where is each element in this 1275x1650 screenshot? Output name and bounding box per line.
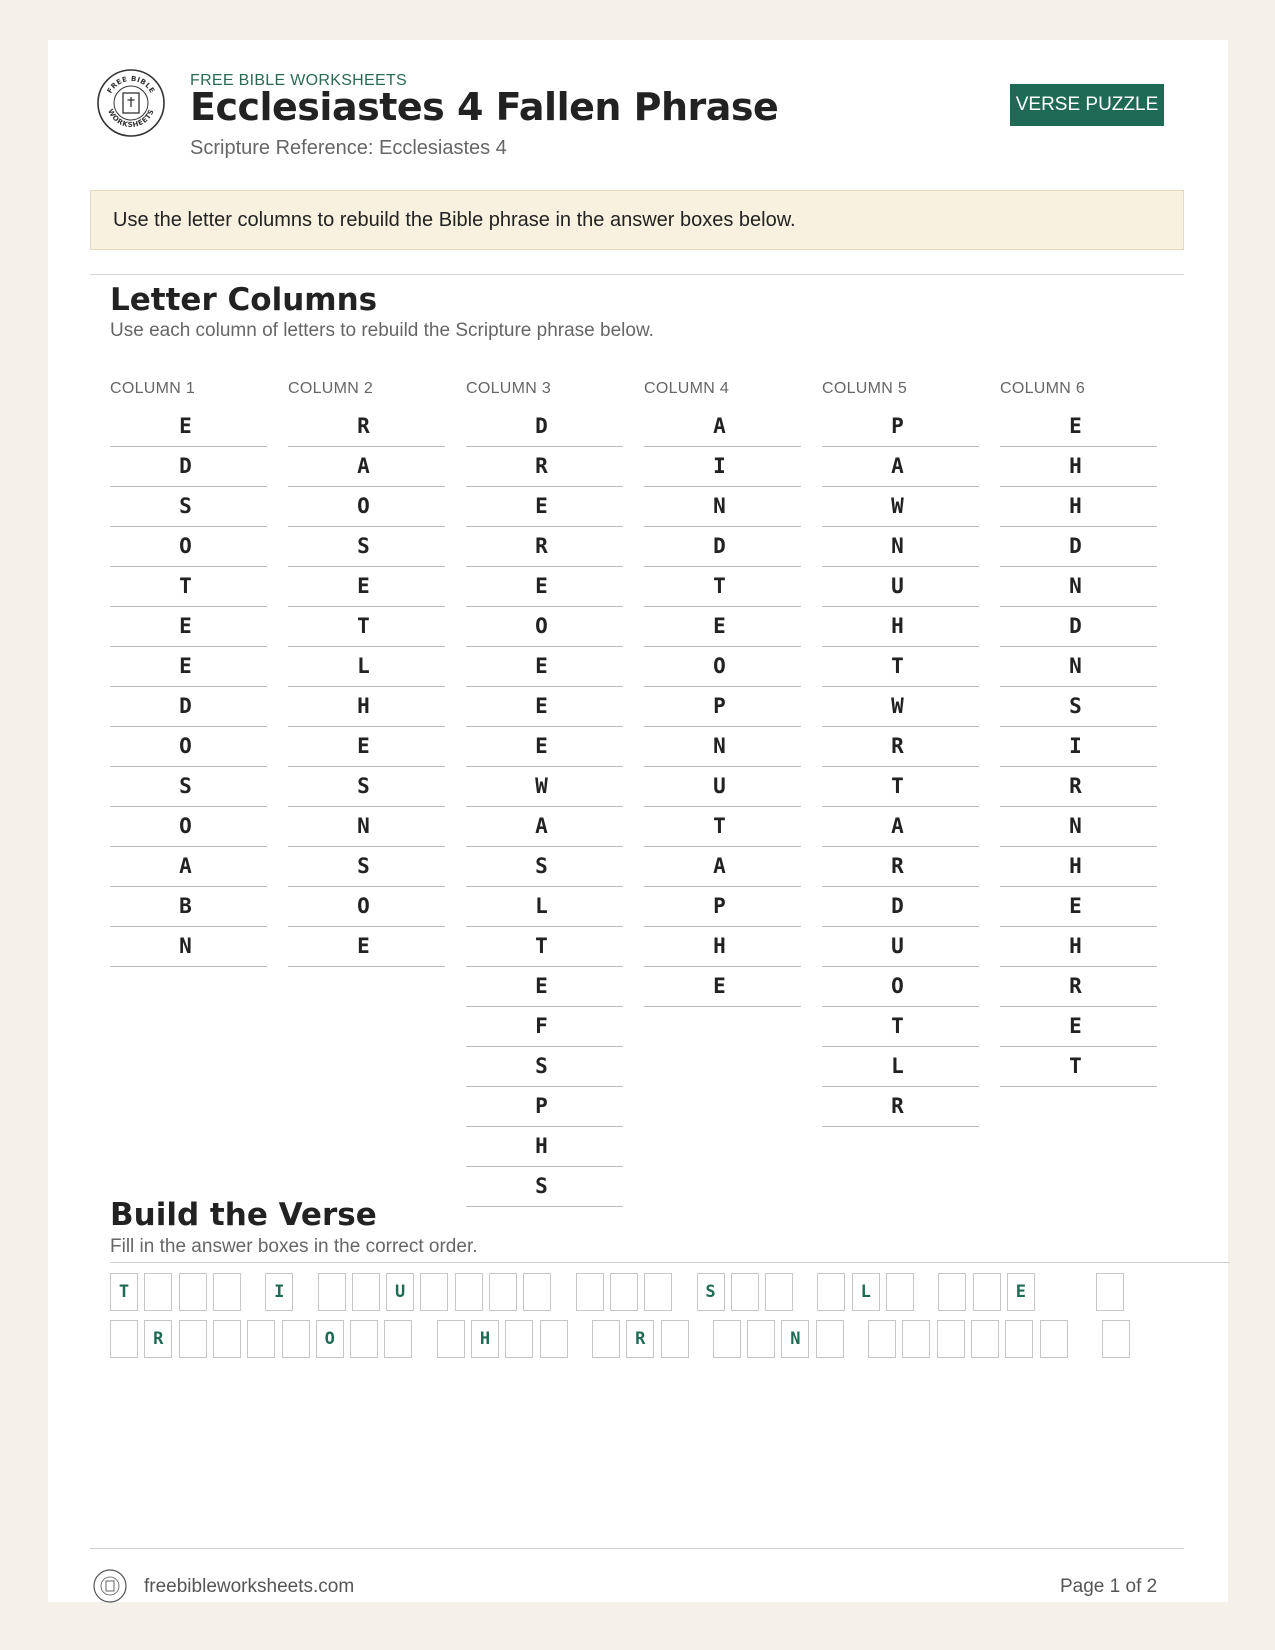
letter-column-3 <box>466 377 623 1207</box>
answer-box[interactable] <box>350 1320 378 1358</box>
letter-cell: S <box>288 527 445 567</box>
answer-box[interactable] <box>1102 1320 1130 1358</box>
letter-cell: S <box>288 847 445 887</box>
answer-box-filled[interactable]: O <box>316 1320 344 1358</box>
answer-box[interactable] <box>713 1320 741 1358</box>
letter-cell: O <box>288 487 445 527</box>
letter-cell: D <box>466 407 623 447</box>
letter-cell: U <box>822 567 979 607</box>
answer-box[interactable] <box>144 1273 172 1311</box>
footer-site: freebibleworksheets.com <box>144 1576 355 1597</box>
letter-cell: W <box>822 487 979 527</box>
answer-box[interactable] <box>1096 1273 1124 1311</box>
letter-columns-grid <box>110 377 1178 1207</box>
answer-box[interactable] <box>937 1320 965 1358</box>
letter-cell: E <box>110 607 267 647</box>
letter-cell: E <box>644 607 801 647</box>
answer-box[interactable] <box>592 1320 620 1358</box>
letter-cell: E <box>288 567 445 607</box>
letter-cell: S <box>1000 687 1157 727</box>
letter-cell: D <box>822 887 979 927</box>
answer-box[interactable] <box>973 1273 1001 1311</box>
footer-divider <box>90 1548 1184 1549</box>
letter-cell: R <box>1000 967 1157 1007</box>
answer-box[interactable] <box>247 1320 275 1358</box>
letter-cell: S <box>288 767 445 807</box>
letter-cell: E <box>466 647 623 687</box>
answer-box[interactable] <box>213 1273 241 1311</box>
page-title: Ecclesiastes 4 Fallen Phrase <box>190 85 779 129</box>
letter-cell: H <box>1000 487 1157 527</box>
letter-cell: N <box>1000 647 1157 687</box>
answer-box-filled[interactable]: T <box>110 1273 138 1311</box>
letter-cell: P <box>466 1087 623 1127</box>
divider <box>110 1262 1230 1263</box>
brand-name: FREE BIBLE WORKSHEETS <box>190 72 408 89</box>
letter-column-2 <box>288 377 445 1207</box>
letter-cell: U <box>644 767 801 807</box>
letter-cell: E <box>1000 407 1157 447</box>
letter-cell: P <box>822 407 979 447</box>
letter-cell: E <box>1000 887 1157 927</box>
answer-box[interactable] <box>384 1320 412 1358</box>
letter-cell: A <box>822 447 979 487</box>
answer-box[interactable] <box>816 1320 844 1358</box>
answer-box[interactable] <box>886 1273 914 1311</box>
letter-cell: T <box>288 607 445 647</box>
scripture-reference: Scripture Reference: Ecclesiastes 4 <box>190 137 507 159</box>
build-verse-title: Build the Verse <box>110 1197 377 1233</box>
letter-cell: I <box>644 447 801 487</box>
letter-cell: B <box>110 887 267 927</box>
letter-cell: E <box>288 727 445 767</box>
column-label: COLUMN 1 <box>110 380 196 397</box>
answer-box[interactable] <box>902 1320 930 1358</box>
answer-box[interactable] <box>644 1273 672 1311</box>
letter-cell: N <box>110 927 267 967</box>
letter-cell: P <box>644 887 801 927</box>
letter-cell: D <box>110 687 267 727</box>
answer-box-filled[interactable]: S <box>697 1273 725 1311</box>
answer-box[interactable] <box>505 1320 533 1358</box>
letter-cell: E <box>466 567 623 607</box>
letter-cell: R <box>822 847 979 887</box>
letter-cell: N <box>1000 807 1157 847</box>
answer-box[interactable] <box>661 1320 689 1358</box>
answer-box[interactable] <box>765 1273 793 1311</box>
letter-column-1 <box>110 377 267 1207</box>
letter-cell: W <box>466 767 623 807</box>
divider <box>90 274 1184 275</box>
letter-cell: E <box>466 727 623 767</box>
letter-columns-title: Letter Columns <box>110 282 378 318</box>
column-label: COLUMN 3 <box>466 380 552 397</box>
letter-cell: H <box>288 687 445 727</box>
letter-cell: H <box>822 607 979 647</box>
letter-cell: S <box>110 487 267 527</box>
answer-box[interactable] <box>282 1320 310 1358</box>
letter-cell: D <box>1000 607 1157 647</box>
letter-cell: A <box>466 807 623 847</box>
worksheet-page <box>48 40 1228 1602</box>
letter-cell: E <box>466 687 623 727</box>
letter-cell: N <box>644 487 801 527</box>
letter-column-4 <box>644 377 801 1207</box>
answer-box[interactable] <box>1040 1320 1068 1358</box>
letter-cell: T <box>466 927 623 967</box>
letter-columns-subtitle: Use each column of letters to rebuild the Scripture phrase below. <box>110 320 654 341</box>
answer-box[interactable] <box>938 1273 966 1311</box>
answer-box-filled[interactable]: L <box>852 1273 880 1311</box>
letter-cell: N <box>822 527 979 567</box>
answer-box[interactable] <box>540 1320 568 1358</box>
letter-cell: A <box>644 847 801 887</box>
answer-box[interactable] <box>731 1273 759 1311</box>
answer-box[interactable] <box>610 1273 638 1311</box>
letter-cell: N <box>1000 567 1157 607</box>
letter-cell: A <box>822 807 979 847</box>
answer-box[interactable] <box>455 1273 483 1311</box>
letter-cell: W <box>822 687 979 727</box>
letter-cell: E <box>110 647 267 687</box>
letter-cell: E <box>466 967 623 1007</box>
letter-cell: N <box>644 727 801 767</box>
letter-cell: F <box>466 1007 623 1047</box>
answer-box-filled[interactable]: U <box>386 1273 414 1311</box>
letter-cell: T <box>822 767 979 807</box>
answer-box[interactable] <box>420 1273 448 1311</box>
letter-cell: S <box>466 847 623 887</box>
letter-cell: E <box>644 967 801 1007</box>
letter-cell: O <box>644 647 801 687</box>
letter-column-5 <box>822 377 979 1207</box>
letter-column-6 <box>1000 377 1157 1207</box>
letter-cell: R <box>466 447 623 487</box>
answer-box[interactable] <box>971 1320 999 1358</box>
letter-cell: R <box>822 727 979 767</box>
answer-box[interactable] <box>110 1320 138 1358</box>
letter-cell: A <box>288 447 445 487</box>
answer-box[interactable] <box>179 1273 207 1311</box>
answer-box-filled[interactable]: H <box>471 1320 499 1358</box>
bible-logo-icon <box>96 68 166 138</box>
answer-box[interactable] <box>868 1320 896 1358</box>
column-label: COLUMN 5 <box>822 380 908 397</box>
answer-box[interactable] <box>576 1273 604 1311</box>
answer-box[interactable] <box>318 1273 346 1311</box>
build-verse-subtitle: Fill in the answer boxes in the correct order. <box>110 1236 478 1257</box>
letter-cell: H <box>1000 847 1157 887</box>
letter-cell: R <box>1000 767 1157 807</box>
answer-box[interactable] <box>213 1320 241 1358</box>
letter-cell: L <box>822 1047 979 1087</box>
letter-cell: O <box>110 807 267 847</box>
letter-cell: S <box>466 1167 623 1207</box>
letter-cell: T <box>822 1007 979 1047</box>
letter-cell: O <box>110 527 267 567</box>
verse-puzzle-badge: VERSE PUZZLE <box>1010 84 1164 126</box>
letter-cell: D <box>110 447 267 487</box>
answer-box[interactable] <box>817 1273 845 1311</box>
column-label: COLUMN 4 <box>644 380 730 397</box>
letter-cell: T <box>1000 1047 1157 1087</box>
answer-box[interactable] <box>747 1320 775 1358</box>
answer-box[interactable] <box>352 1273 380 1311</box>
instruction-box: Use the letter columns to rebuild the Bible phrase in the answer boxes below. <box>90 190 1184 250</box>
answer-box-filled[interactable]: E <box>1007 1273 1035 1311</box>
page-number: Page 1 of 2 <box>1060 1576 1158 1597</box>
letter-cell: R <box>822 1087 979 1127</box>
letter-cell: N <box>288 807 445 847</box>
letter-cell: T <box>822 647 979 687</box>
letter-cell: R <box>288 407 445 447</box>
letter-cell: D <box>1000 527 1157 567</box>
letter-cell: D <box>644 527 801 567</box>
letter-cell: E <box>1000 1007 1157 1047</box>
answer-box-filled[interactable]: N <box>781 1320 809 1358</box>
letter-cell: H <box>466 1127 623 1167</box>
letter-cell: P <box>644 687 801 727</box>
column-label: COLUMN 6 <box>1000 380 1086 397</box>
letter-cell: R <box>466 527 623 567</box>
bible-logo-small-icon <box>92 1568 128 1604</box>
letter-cell: O <box>466 607 623 647</box>
answer-box-filled[interactable]: I <box>265 1273 293 1311</box>
letter-cell: L <box>288 647 445 687</box>
column-label: COLUMN 2 <box>288 380 374 397</box>
answer-box-filled[interactable]: R <box>144 1320 172 1358</box>
letter-cell: S <box>110 767 267 807</box>
letter-cell: H <box>1000 447 1157 487</box>
letter-cell: T <box>644 807 801 847</box>
answer-box-filled[interactable]: R <box>626 1320 654 1358</box>
letter-cell: H <box>1000 927 1157 967</box>
letter-cell: O <box>110 727 267 767</box>
letter-cell: E <box>110 407 267 447</box>
letter-cell: A <box>644 407 801 447</box>
svg-text:WORKSHEETS: WORKSHEETS <box>106 107 156 130</box>
letter-cell: E <box>288 927 445 967</box>
letter-cell: S <box>466 1047 623 1087</box>
letter-cell: H <box>644 927 801 967</box>
answer-box[interactable] <box>523 1273 551 1311</box>
letter-cell: L <box>466 887 623 927</box>
letter-cell: O <box>822 967 979 1007</box>
letter-cell: U <box>822 927 979 967</box>
answer-box[interactable] <box>179 1320 207 1358</box>
letter-cell: E <box>466 487 623 527</box>
answer-box[interactable] <box>437 1320 465 1358</box>
letter-cell: T <box>644 567 801 607</box>
letter-cell: I <box>1000 727 1157 767</box>
letter-cell: A <box>110 847 267 887</box>
answer-box[interactable] <box>489 1273 517 1311</box>
svg-text:FREE BIBLE: FREE BIBLE <box>105 74 157 95</box>
answer-box[interactable] <box>1005 1320 1033 1358</box>
letter-cell: T <box>110 567 267 607</box>
letter-cell: O <box>288 887 445 927</box>
